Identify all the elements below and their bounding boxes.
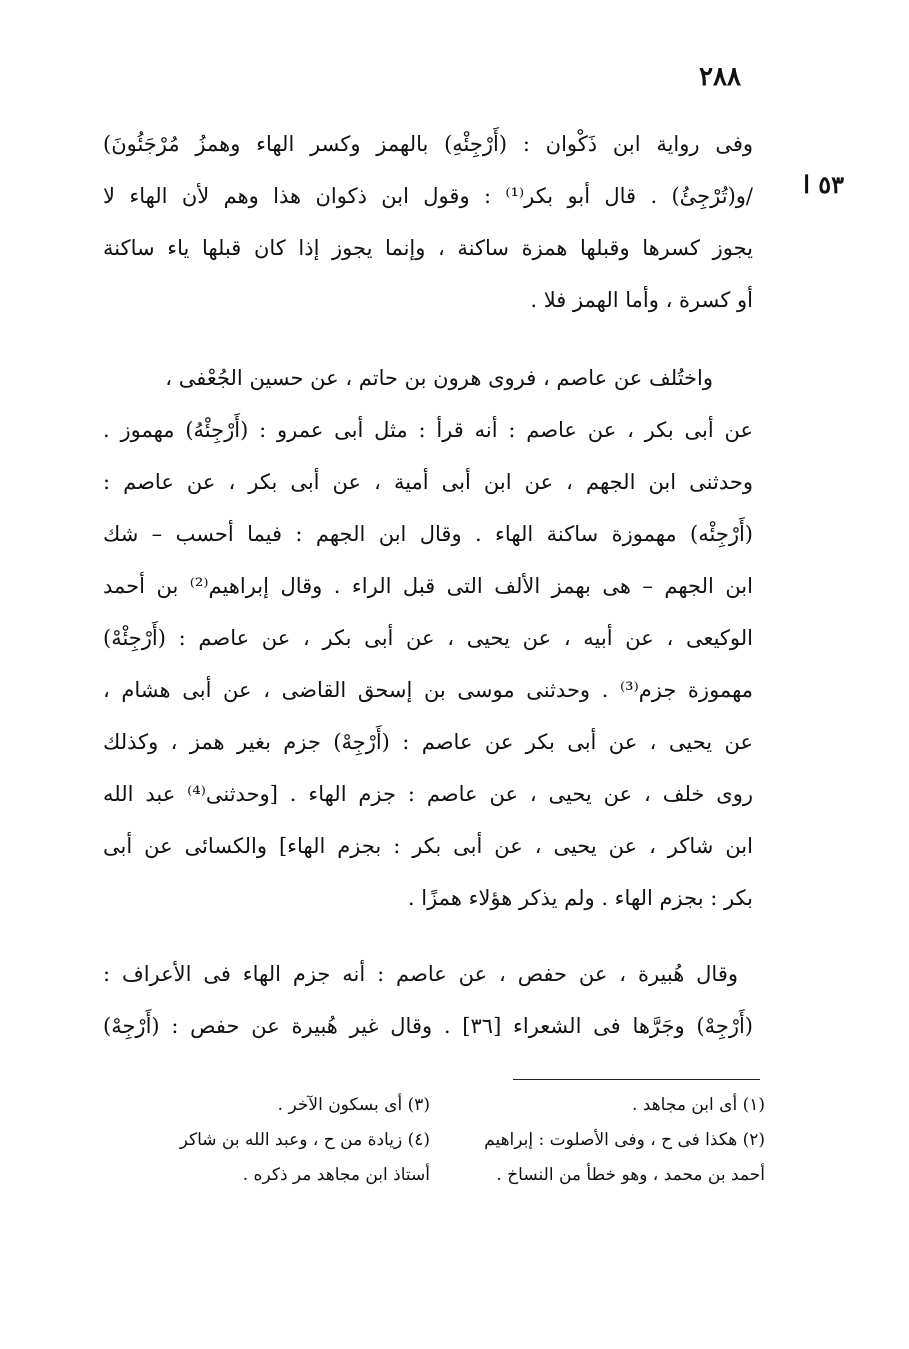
body-text-line: بكر : بجزم الهاء . ولم يذكر هؤلاء همزًا . bbox=[407, 886, 753, 910]
body-text-line: واختُلف عن عاصم ، فروى هرون بن حاتم ، عن حسين الجُعْفى ، bbox=[165, 366, 713, 390]
body-text-line: أو كسرة ، وأما الهمز فلا . bbox=[530, 288, 753, 312]
body-text-line: يجوز كسرها وقبلها همزة ساكنة ، وإنما يجوز إذا كان قبلها ياء ساكنة bbox=[103, 236, 753, 260]
body-text-line: الوكيعى ، عن أبيه ، عن يحيى ، عن أبى بكر ، عن عاصم : (أَرْجِئْهْ) bbox=[103, 626, 753, 650]
footnote-2: (٢) هكذا فى ح ، وفى الأصلوت : إبراهيم bbox=[484, 1130, 765, 1150]
footnote-rule bbox=[513, 1079, 760, 1080]
body-text-line: عن يحيى ، عن أبى بكر عن عاصم : (أَرْجِهْ) جزم بغير همز ، وكذلك bbox=[103, 730, 753, 754]
page-number: ٢٨٨ bbox=[699, 62, 741, 92]
body-text-line: وحدثنى ابن الجهم ، عن ابن أبى أمية ، عن أبى بكر ، عن عاصم : bbox=[103, 470, 753, 494]
footnote-4-continued: أستاذ ابن مجاهد مر ذكره . bbox=[242, 1165, 430, 1185]
body-text-line: عن أبى بكر ، عن عاصم : أنه قرأ : مثل أبى عمرو : (أَرْجِئْهُ) مهموز . bbox=[103, 418, 753, 442]
margin-folio-mark: ٥٣ ا bbox=[803, 170, 844, 199]
footnote-1: (١) أى ابن مجاهد . bbox=[631, 1095, 765, 1115]
body-text-line: (أَرْجِئْه) مهموزة ساكنة الهاء . وقال ابن الجهم : فيما أحسب – شك bbox=[103, 522, 753, 546]
body-text-line: وفى رواية ابن ذَكْوان : (أَرْجِئْهِ) بالهمز وكسر الهاء وهمزُ مُرْجَئُونَ) bbox=[103, 132, 753, 156]
footnote-4: (٤) زيادة من ح ، وعبد الله بن شاكر bbox=[179, 1130, 430, 1150]
footnote-3: (٣) أى بسكون الآخر . bbox=[277, 1095, 430, 1115]
body-text-line: ابن الجهم – هى بهمز الألف التى قبل الراء . وقال إبراهيم⁽²⁾ بن أحمد bbox=[103, 574, 753, 598]
body-text-line: روى خلف ، عن يحيى ، عن عاصم : جزم الهاء . [وحدثنى⁽⁴⁾ عبد الله bbox=[103, 782, 753, 806]
body-text-line: ابن شاكر ، عن يحيى ، عن أبى بكر : بجزم الهاء] والكسائى عن أبى bbox=[103, 834, 753, 858]
body-text-line: وقال هُبيرة ، عن حفص ، عن عاصم : أنه جزم الهاء فى الأعراف : bbox=[103, 962, 738, 986]
body-text-line: /و(تُرْجِئُ) . قال أبو بكر⁽¹⁾ : وقول ابن ذكوان هذا وهم لأن الهاء لا bbox=[103, 184, 753, 208]
body-text-line: (أَرْجِهْ) وجَرَّها فى الشعراء [٣٦] . وقال غير هُبيرة عن حفص : (أَرْجِهْ) bbox=[103, 1014, 753, 1038]
body-text-line: مهموزة جزم⁽³⁾ . وحدثنى موسى بن إسحق القاضى ، عن أبى هشام ، bbox=[103, 678, 753, 702]
footnote-2-continued: أحمد بن محمد ، وهو خطأ من النساخ . bbox=[496, 1165, 765, 1185]
